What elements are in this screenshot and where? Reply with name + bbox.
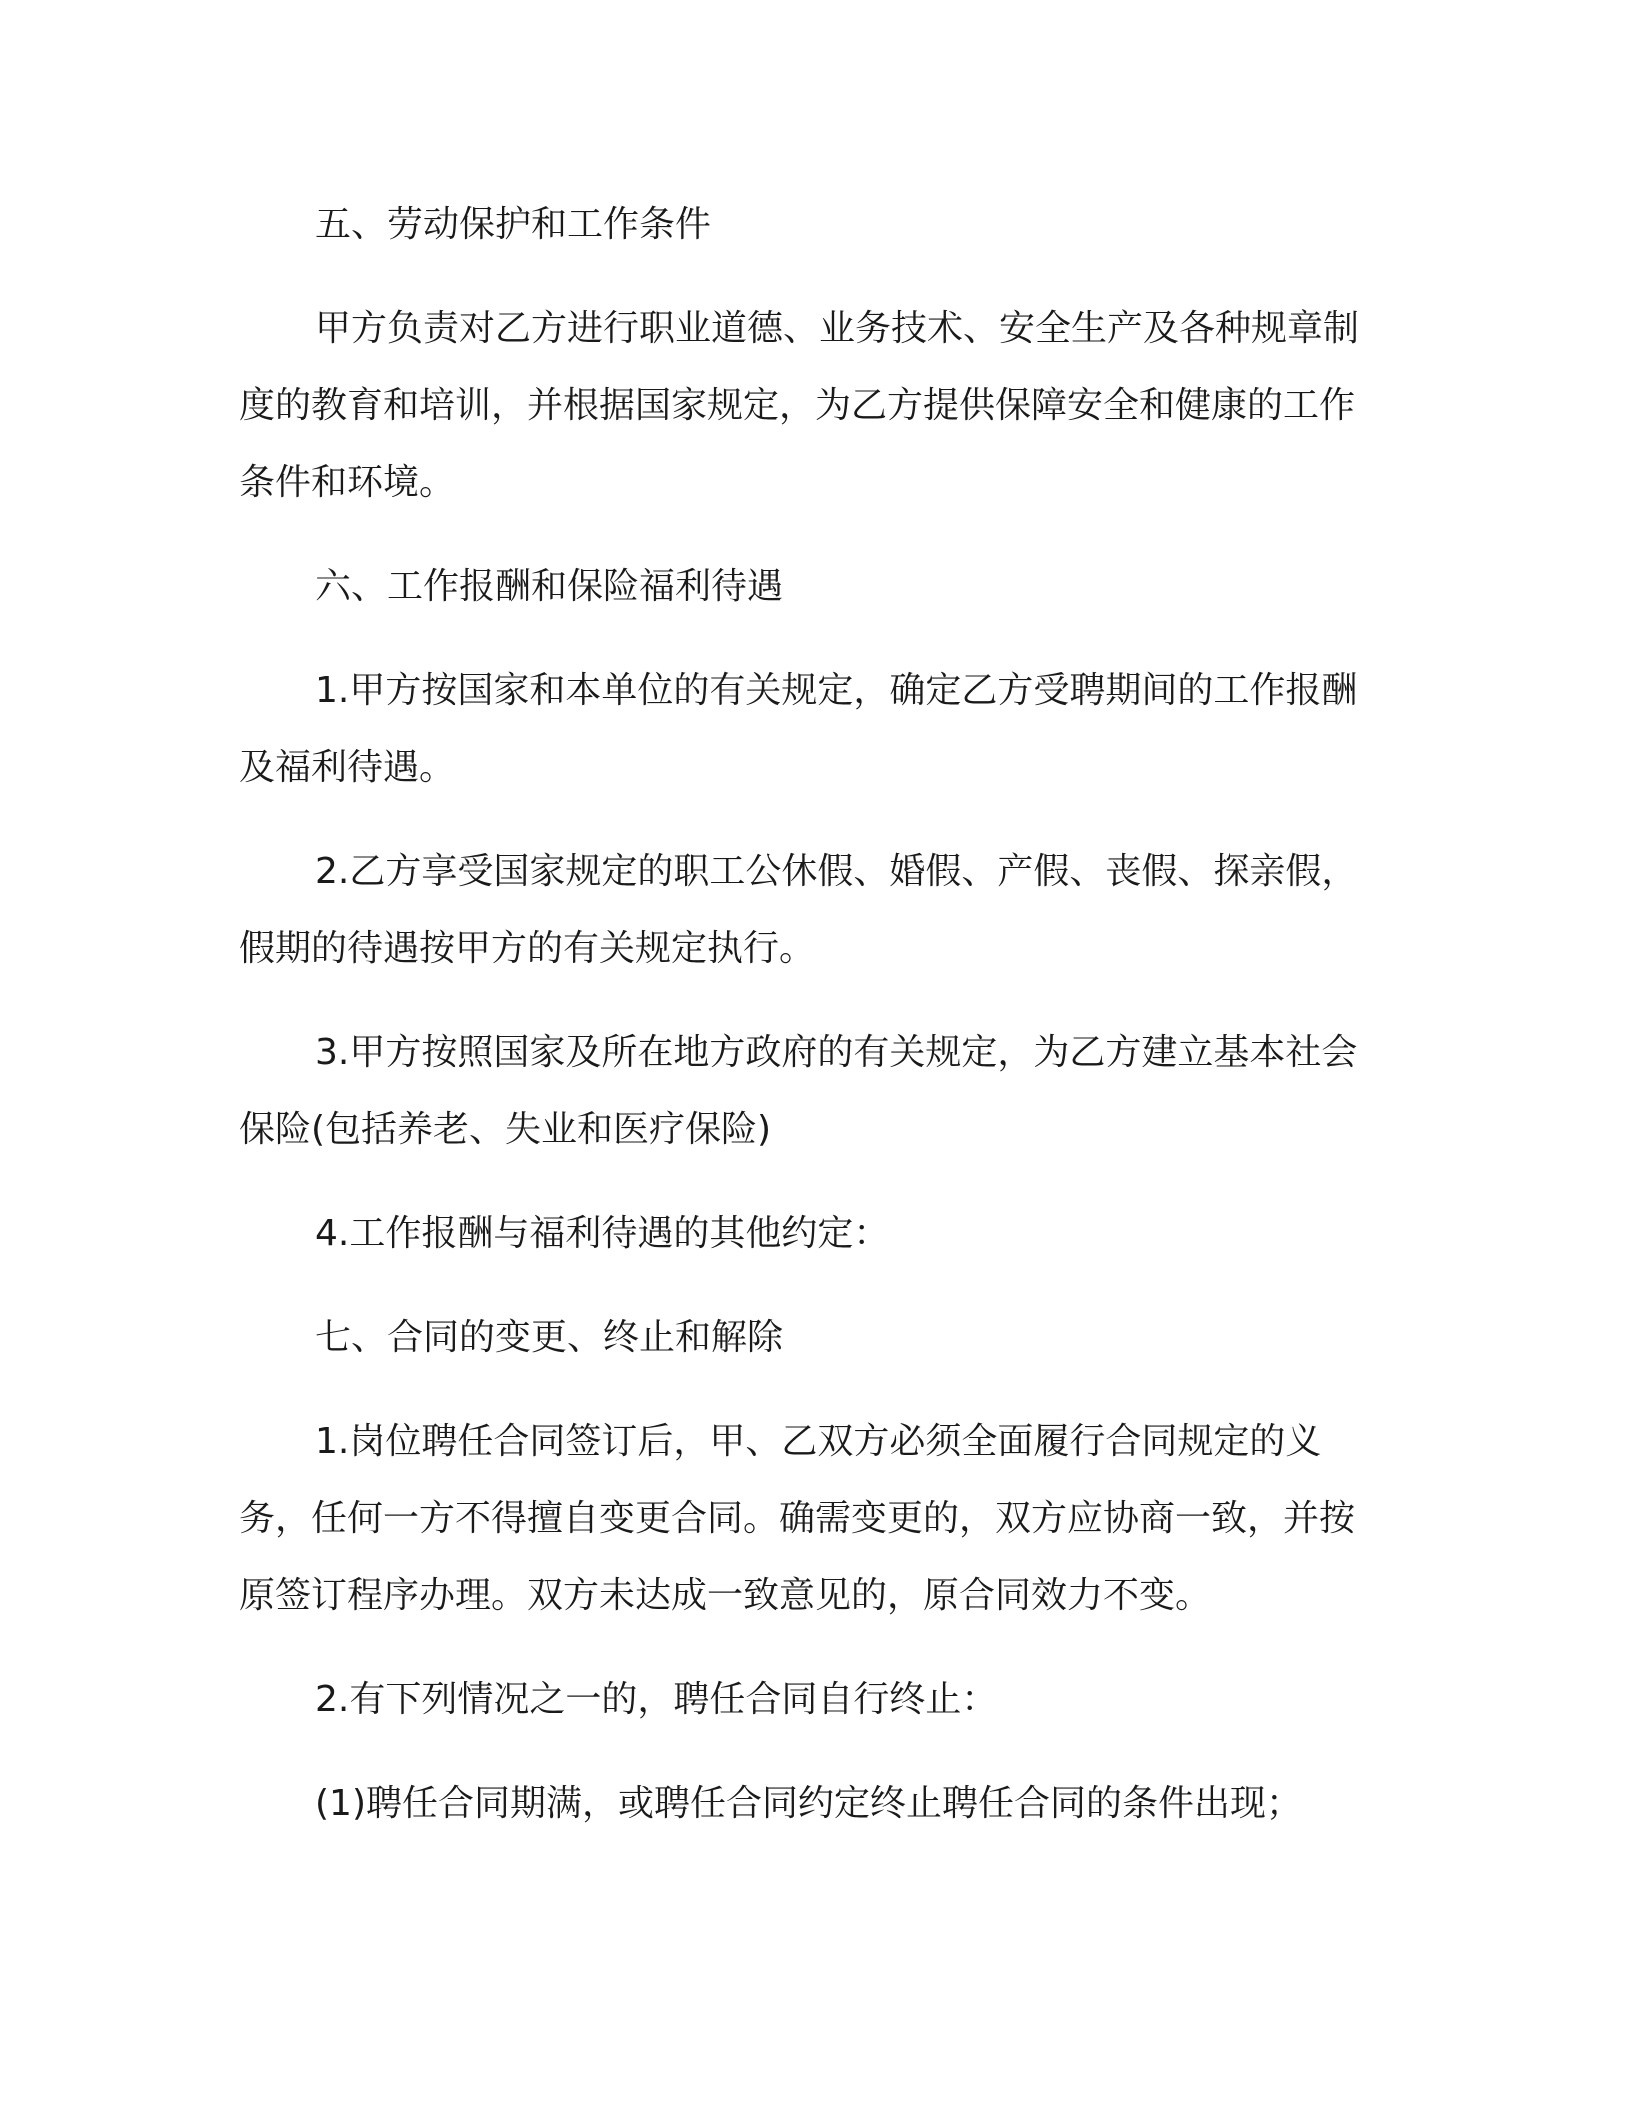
section-7-paragraph-2: 2.有下列情况之一的，聘任合同自行终止：: [315, 1679, 998, 1720]
section-5-paragraph-1: 甲方负责对乙方进行职业道德、业务技术、安全生产及各种规章制度的教育和培训，并根据国家规定，为乙方提供保障安全和健康的工作条件和环境。: [239, 308, 1360, 503]
section-7-paragraph-3: (1)聘任合同期满，或聘任合同约定终止聘任合同的条件出现；: [315, 1783, 1302, 1824]
document-page: [239, 186, 1369, 1842]
section-6-paragraph-1: 1.甲方按国家和本单位的有关规定，确定乙方受聘期间的工作报酬及福利待遇。: [239, 670, 1358, 788]
section-6-heading: 六、工作报酬和保险福利待遇: [315, 566, 784, 607]
section-7-heading: 七、合同的变更、终止和解除: [315, 1317, 784, 1358]
section-6-paragraph-3: 3.甲方按照国家及所在地方政府的有关规定，为乙方建立基本社会保险(包括养老、失业和医疗保险): [239, 1032, 1358, 1150]
section-7-paragraph-1: 1.岗位聘任合同签订后，甲、乙双方必须全面履行合同规定的义务，任何一方不得擅自变更合同。确需变更的，双方应协商一致，并按原签订程序办理。双方未达成一致意见的，原合同效力不变。: [239, 1421, 1356, 1616]
section-6-paragraph-2: 2.乙方享受国家规定的职工公休假、婚假、产假、丧假、探亲假，假期的待遇按甲方的有关规定执行。: [239, 851, 1358, 969]
section-6-paragraph-4: 4.工作报酬与福利待遇的其他约定：: [315, 1213, 890, 1254]
section-5-heading: 五、劳动保护和工作条件: [315, 204, 712, 245]
